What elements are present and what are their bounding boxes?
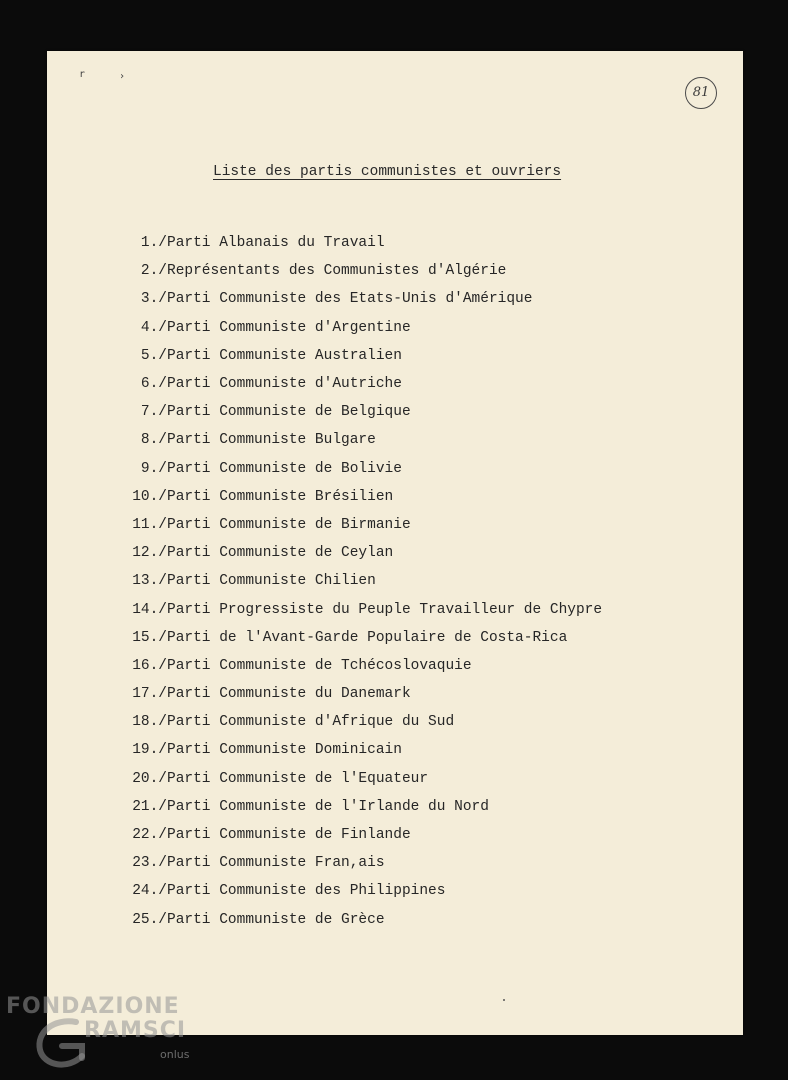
- list-item: [117, 314, 602, 342]
- swoosh-icon: [32, 1016, 92, 1072]
- list-item: [117, 906, 602, 934]
- item-number: 25./: [132, 911, 167, 928]
- list-item: [117, 511, 602, 539]
- item-number: 1./: [140, 235, 167, 252]
- item-number: 2./: [140, 263, 167, 280]
- item-number: 3./: [140, 291, 167, 308]
- list-item: [117, 624, 602, 652]
- party-name: Parti Communiste de Belgique: [167, 404, 411, 421]
- ink-dot: [503, 999, 505, 1001]
- item-number: 19./: [132, 742, 167, 759]
- item-number: 13./: [132, 573, 167, 590]
- item-number: 18./: [132, 714, 167, 731]
- item-number: 9./: [140, 460, 167, 477]
- watermark-line2: RAMSCI: [84, 1018, 187, 1043]
- party-name: Parti Communiste de Bolivie: [167, 460, 402, 477]
- list-item: [117, 595, 602, 623]
- mark-right: ›: [119, 71, 126, 82]
- mark-left: r: [79, 69, 86, 80]
- list-item: [117, 821, 602, 849]
- item-number: 11./: [132, 516, 167, 533]
- party-name: Parti Communiste de l'Equateur: [167, 770, 429, 787]
- item-number: 6./: [140, 376, 167, 393]
- list-item: [117, 398, 602, 426]
- list-item: [117, 455, 602, 483]
- list-item: [117, 426, 602, 454]
- item-number: 21./: [132, 798, 167, 815]
- item-number: 24./: [132, 883, 167, 900]
- item-number: 4./: [140, 319, 167, 336]
- item-number: 14./: [132, 601, 167, 618]
- list-item: [117, 342, 602, 370]
- item-number: 7./: [140, 404, 167, 421]
- party-name: Parti Communiste Australien: [167, 347, 402, 364]
- list-item: [117, 370, 602, 398]
- item-number: 20./: [132, 770, 167, 787]
- party-name: Parti Communiste d'Argentine: [167, 319, 411, 336]
- list-item: [117, 680, 602, 708]
- list-item: [117, 652, 602, 680]
- party-name: Parti Albanais du Travail: [167, 235, 385, 252]
- item-number: 16./: [132, 657, 167, 674]
- party-name: Parti Communiste du Danemark: [167, 686, 411, 703]
- party-name: Parti de l'Avant-Garde Populaire de Costa-Rica: [167, 629, 568, 646]
- list-item: [117, 849, 602, 877]
- party-name: Parti Communiste d'Autriche: [167, 376, 402, 393]
- list-item: [117, 257, 602, 285]
- list-item: [117, 708, 602, 736]
- party-name: Parti Progressiste du Peuple Travailleur de Chypre: [167, 601, 603, 618]
- document-title: Liste des partis communistes et ouvriers: [213, 164, 562, 180]
- watermark-logo: [4, 994, 204, 1074]
- party-name: Parti Communiste Fran,ais: [167, 855, 385, 872]
- party-name: Parti Communiste de Grèce: [167, 911, 385, 928]
- item-number: 23./: [132, 855, 167, 872]
- party-list: [117, 229, 602, 934]
- item-number: 17./: [132, 686, 167, 703]
- list-item: [117, 793, 602, 821]
- party-name: Parti Communiste d'Afrique du Sud: [167, 714, 455, 731]
- item-number: 10./: [132, 488, 167, 505]
- list-item: [117, 539, 602, 567]
- party-name: Parti Communiste Bulgare: [167, 432, 376, 449]
- party-name: Parti Communiste des Etats-Unis d'Amérique: [167, 291, 533, 308]
- party-name: Parti Communiste de Birmanie: [167, 516, 411, 533]
- party-name: Parti Communiste Dominicain: [167, 742, 402, 759]
- item-number: 5./: [140, 347, 167, 364]
- list-item: [117, 483, 602, 511]
- list-item: [117, 877, 602, 905]
- party-name: Parti Communiste de l'Irlande du Nord: [167, 798, 489, 815]
- party-name: Parti Communiste de Ceylan: [167, 545, 394, 562]
- document-page: [47, 51, 743, 1035]
- item-number: 22./: [132, 827, 167, 844]
- party-name: Parti Communiste de Finlande: [167, 827, 411, 844]
- list-item: [117, 765, 602, 793]
- item-number: 8./: [140, 432, 167, 449]
- party-name: Parti Communiste de Tchécoslovaquie: [167, 657, 472, 674]
- page-number: 81: [685, 77, 717, 109]
- watermark-sub: onlus: [160, 1048, 190, 1061]
- item-number: 15./: [132, 629, 167, 646]
- party-name: Parti Communiste des Philippines: [167, 883, 446, 900]
- list-item: [117, 567, 602, 595]
- watermark-line1: FONDAZIONE: [6, 994, 180, 1019]
- party-name: Parti Communiste Chilien: [167, 573, 376, 590]
- party-name: Représentants des Communistes d'Algérie: [167, 263, 507, 280]
- list-item: [117, 229, 602, 257]
- party-name: Parti Communiste Brésilien: [167, 488, 394, 505]
- item-number: 12./: [132, 545, 167, 562]
- list-item: [117, 285, 602, 313]
- list-item: [117, 736, 602, 764]
